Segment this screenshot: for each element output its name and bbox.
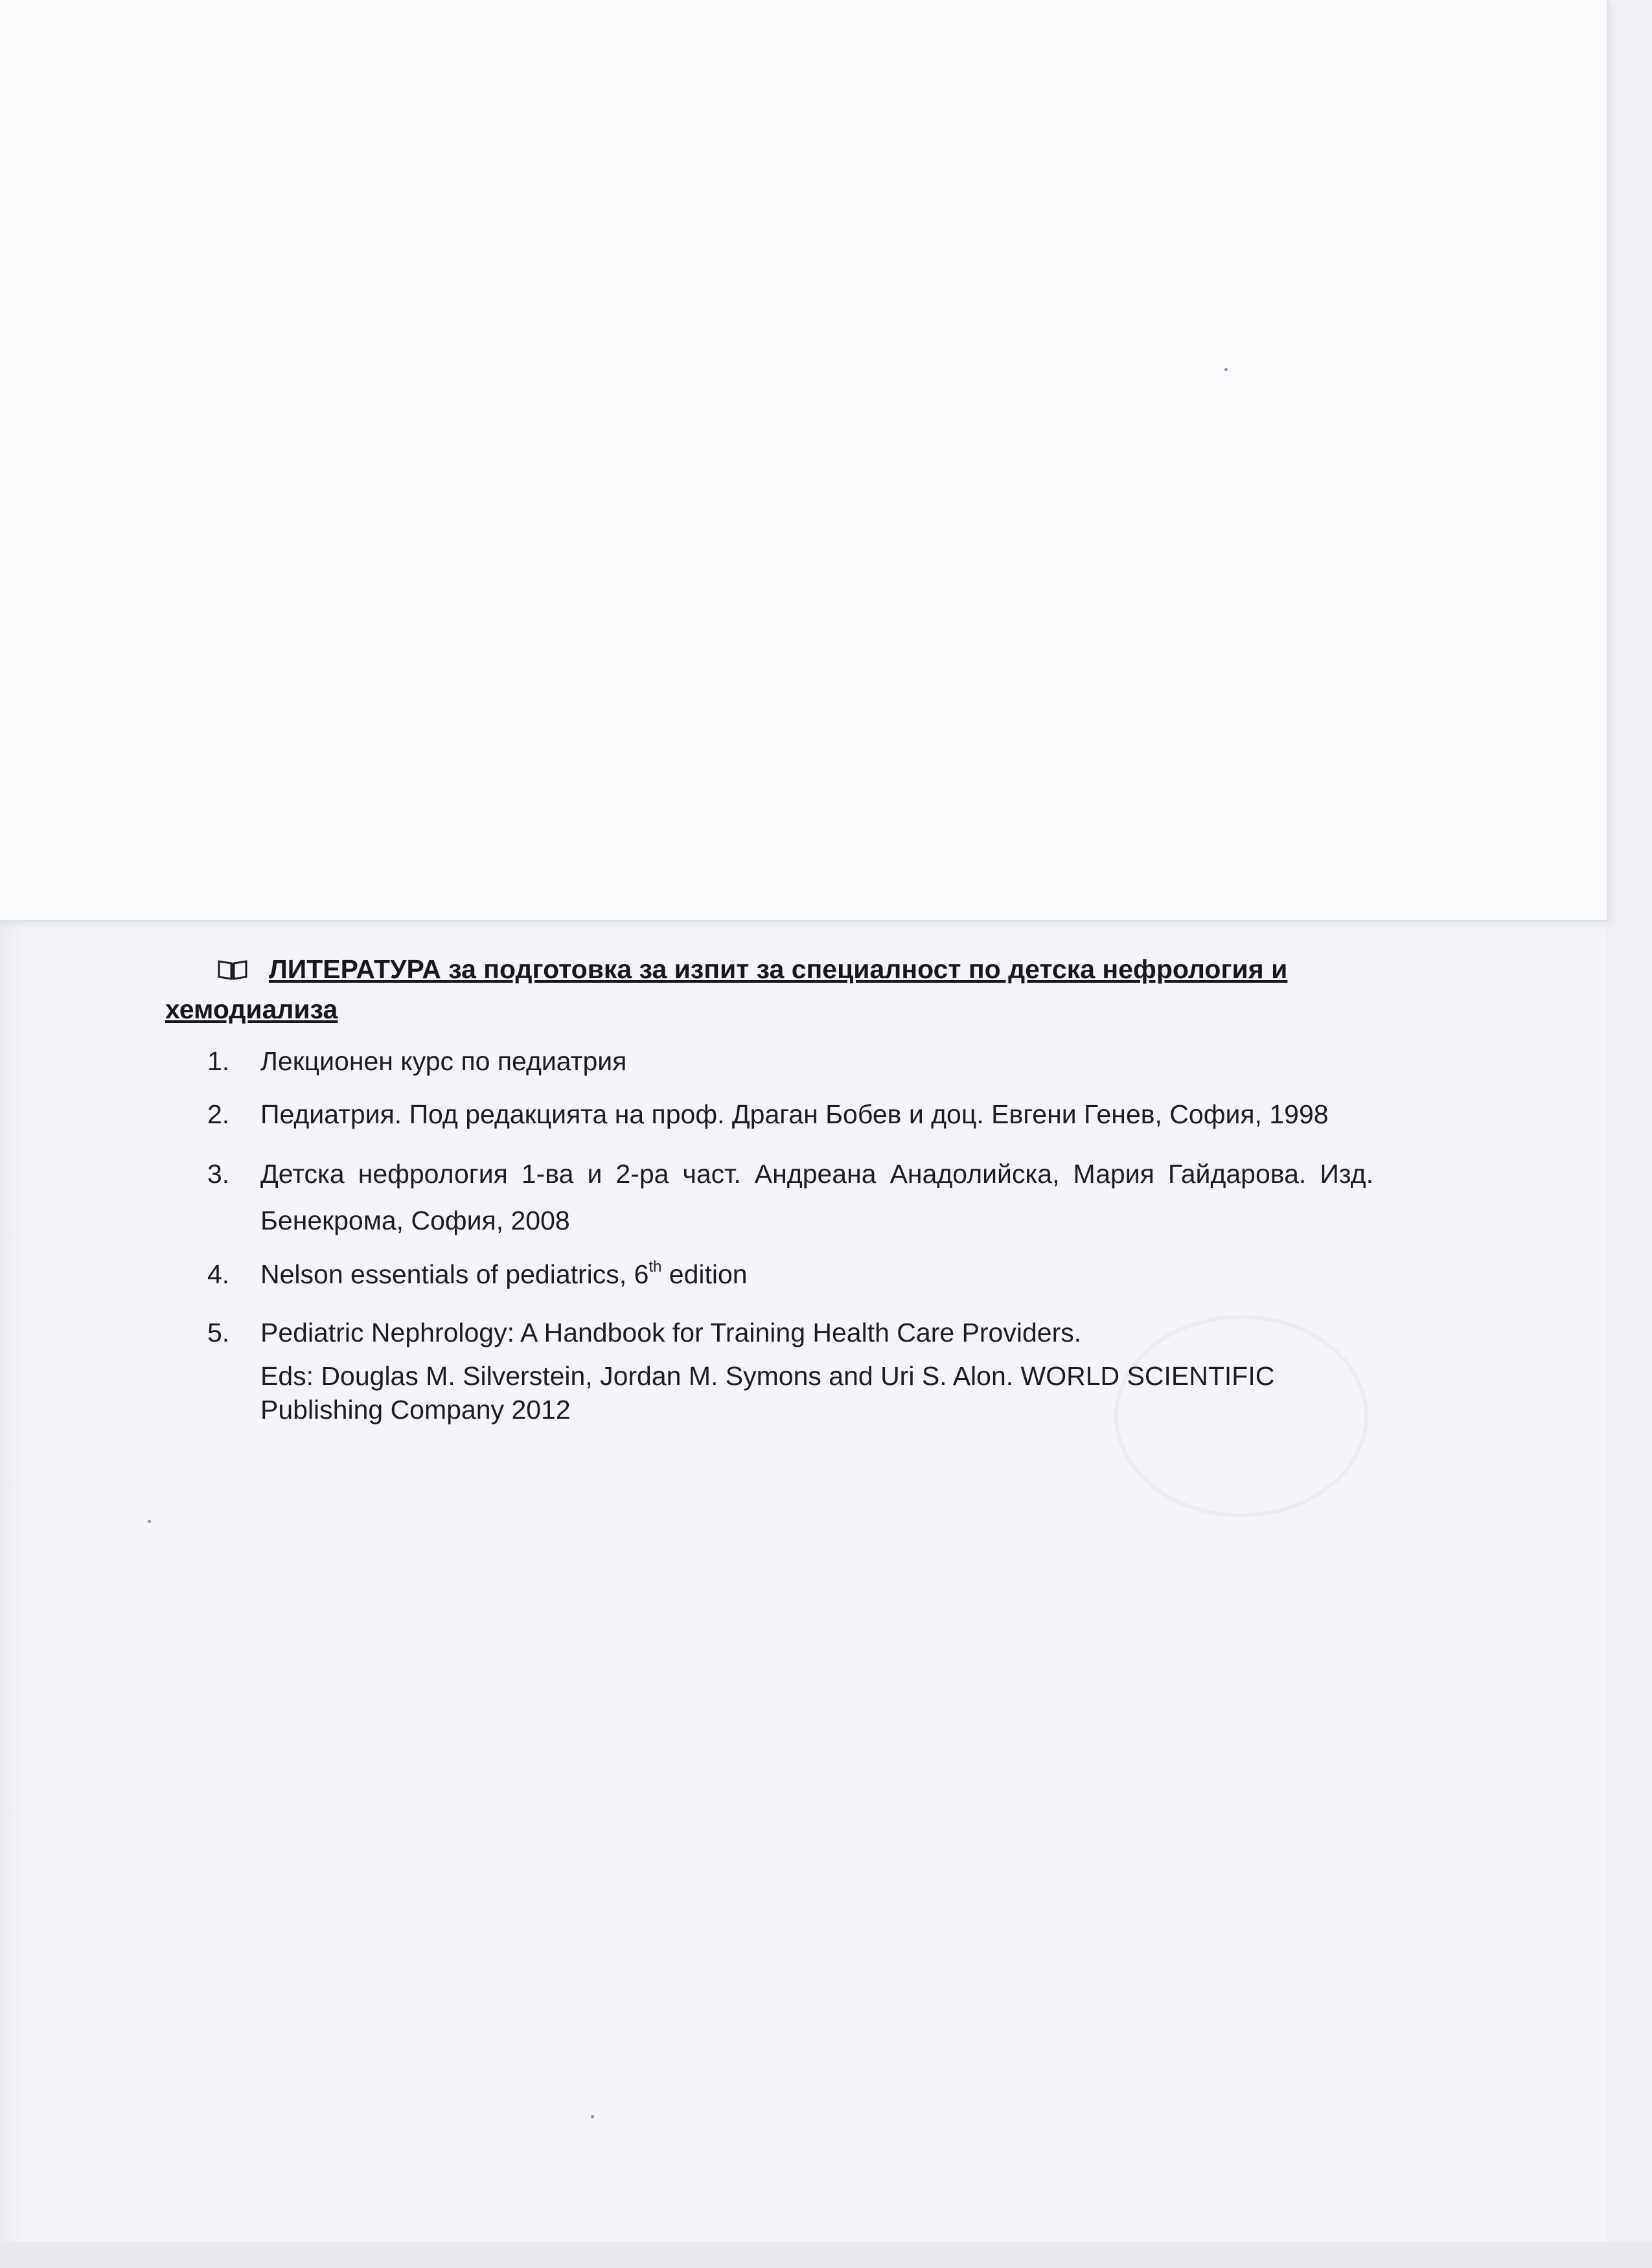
literature-title: ЛИТЕРАТУРА за подготовка за изпит за специалност по детска нефрология и хемодиализа xyxy=(165,954,1288,1024)
reference-list xyxy=(207,1038,1373,1450)
item-text-suffix: edition xyxy=(661,1259,748,1289)
item-editors: Eds: Douglas M. Silverstein, Jordan M. Symons and Uri S. Alon. WORLD SCIENTIFIC Publishing Company 2012 xyxy=(260,1361,1275,1425)
scan-edge-right xyxy=(1607,0,1652,2268)
list-item xyxy=(207,1038,1373,1084)
open-book-icon xyxy=(217,959,248,981)
list-item xyxy=(207,1091,1373,1138)
item-number: 4. xyxy=(207,1259,230,1289)
list-item xyxy=(207,1315,1373,1426)
item-text: Педиатрия. Под редакцията на проф. Драган Бобев и доц. Евгени Генев, София, 1998 xyxy=(260,1099,1329,1129)
page-shadow xyxy=(0,907,26,2267)
list-item xyxy=(207,1151,1373,1244)
scan-edge-bottom xyxy=(0,2242,1652,2268)
item-text: Детска нефрология 1-ва и 2-ра част. Андреана Анадолийска, Мария Гайдарова. Изд. Бенекрома, София, 2008 xyxy=(260,1159,1373,1235)
item-text-main: Nelson essentials of pediatrics, 6 xyxy=(260,1259,649,1289)
item-number: 5. xyxy=(207,1318,230,1347)
literature-heading xyxy=(165,949,1416,1029)
item-text: Лекционен курс по педиатрия xyxy=(260,1046,627,1076)
item-text: Pediatric Nephrology: A Handbook for Training Health Care Providers. xyxy=(260,1318,1082,1347)
scan-speck xyxy=(1224,368,1228,371)
item-number: 2. xyxy=(207,1099,230,1129)
scan-speck xyxy=(591,2115,594,2118)
overlapping-blank-sheet xyxy=(0,0,1609,922)
item-text xyxy=(260,1257,1373,1292)
list-item xyxy=(207,1257,1373,1292)
item-number: 3. xyxy=(207,1159,230,1189)
item-number: 1. xyxy=(207,1046,230,1076)
scan-speck xyxy=(148,1520,151,1523)
ordinal-superscript: th xyxy=(648,1258,662,1276)
